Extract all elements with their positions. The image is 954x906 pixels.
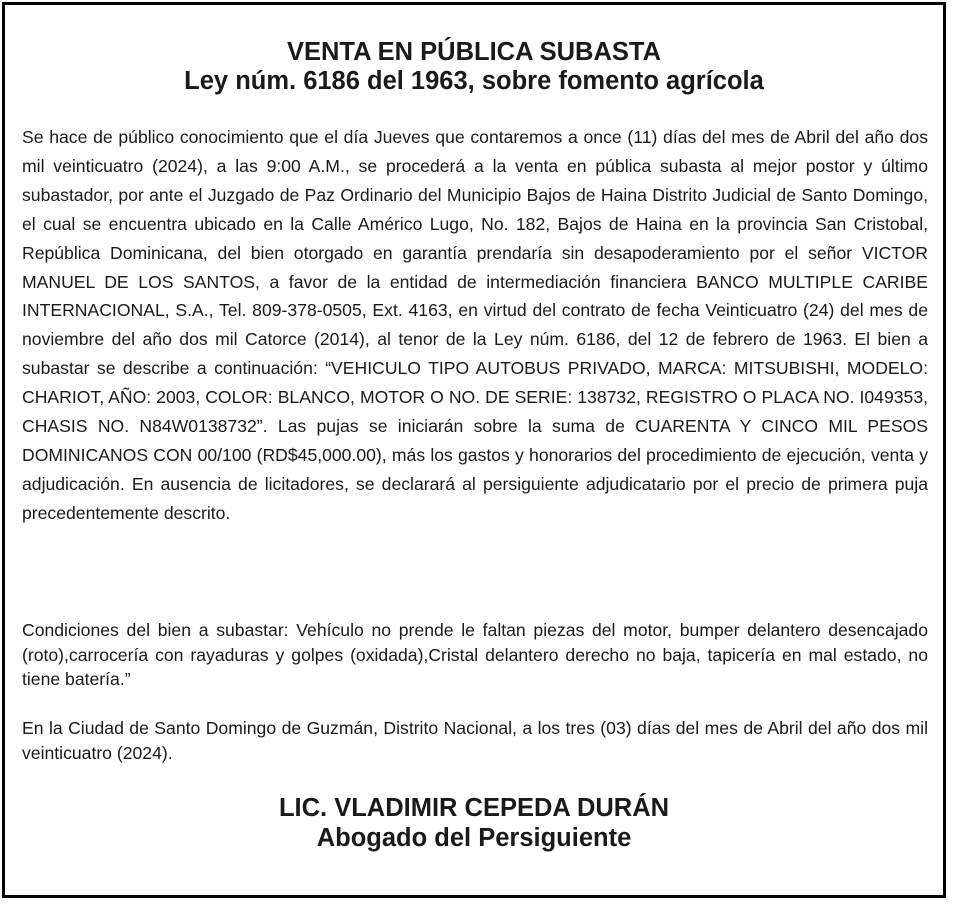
vehicle-conditions-paragraph: Condiciones del bien a subastar: Vehículo no prende le faltan piezas del motor, bumper delantero desencajado (roto),carrocería con rayaduras y golpes (oxidada),Cristal delantero derecho no baja, tapicería en mal estado, no tiene batería.” — [22, 620, 928, 689]
legal-notice — [2, 2, 946, 898]
notice-heading — [5, 38, 943, 96]
auction-details-paragraph: Se hace de público conocimiento que el día Jueves que contaremos a once (11) días del mes de Abril del año dos mil veinticuatro (2024), a las 9:00 A.M., se procederá a la venta en pública subasta al mejor postor y último subastador, por ante el Juzgado de Paz Ordinario del Municipio Bajos de Haina Distrito Judicial de Santo Domingo, el cual se encuentra ubicado en la Calle Américo Lugo, No. 182, Bajos de Haina en la provincia San Cristobal, República Dominicana, del bien otorgado en garantía prendaría sin desapoderamiento por el señor VICTOR MANUEL DE LOS SANTOS, a favor de la entidad de intermediación financiera BANCO MULTIPLE CARIBE INTERNACIONAL, S.A., Tel. 809-378-0505, Ext. 4163, en virtud del contrato de fecha Veinticuatro (24) del mes de noviembre del año dos mil Catorce (2014), al tenor de la Ley núm. 6186, del 12 de febrero de 1963. El bien a subastar se describe a continuación: “VEHICULO TIPO AUTOBUS PRIVADO, MARCA: MITSUBISHI, MODELO: CHARIOT, AÑO: 2003, COLOR: BLANCO, MOTOR O NO. DE SERIE: 138732, REGISTRO O PLACA NO. I049353, CHASIS NO. N84W0138732”. Las pujas se iniciarán sobre la suma de CUARENTA Y CINCO MIL PESOS DOMINICANOS CON 00/100 (RD$45,000.00), más los gastos y honorarios del procedimiento de ejecución, venta y adjudicación. En ausencia de licitadores, se declarará al persiguiente adjudicatario por el precio de primera puja precedentemente descrito. — [22, 127, 928, 523]
notice-subtitle: Ley núm. 6186 del 1963, sobre fomento agrícola — [184, 67, 764, 95]
signature-role: Abogado del Persiguiente — [316, 824, 632, 852]
signature-name: LIC. VLADIMIR CEPEDA DURÁN — [278, 794, 670, 822]
signature-block — [5, 793, 943, 853]
place-date-paragraph: En la Ciudad de Santo Domingo de Guzmán, Distrito Nacional, a los tres (03) días del mes de Abril del año dos mil veinticuatro (2024). — [22, 718, 928, 763]
notice-title: VENTA EN PÚBLICA SUBASTA — [286, 38, 661, 66]
